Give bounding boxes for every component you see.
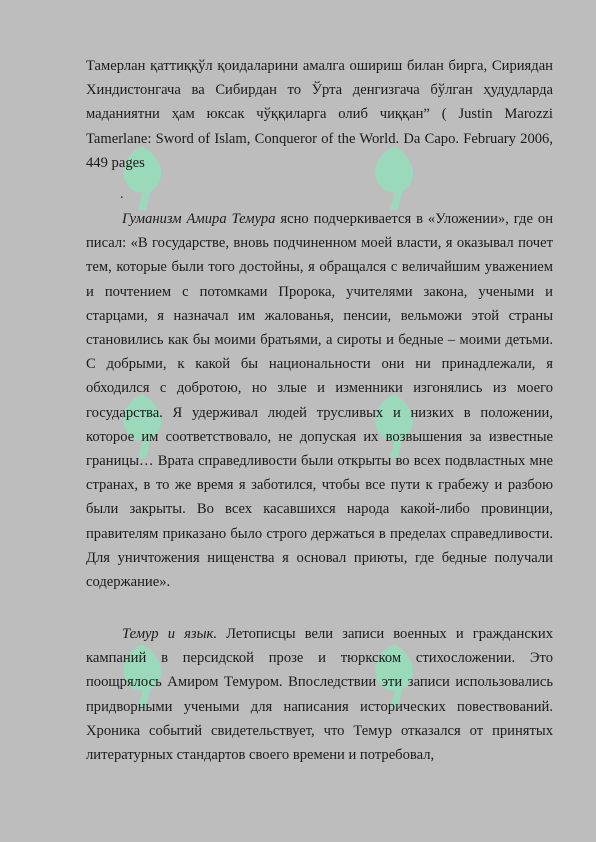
paragraph-body: ясно подчеркивается в «Уложении», где он писал: «В государстве, вновь подчиненном моей власти, я оказывал почет тем, которые были того достойны, я обращался с величайшим уважением и почтением с потомками Пророка, учителями закона, учеными и старцами, я назначал им жалованья, пенсии, вельможи этой страны становились как бы моими братьями, а сироты и бедные – моими детьми. С добрыми, к какой бы национальности они ни принадлежали, я обходился с добротою, но злые и изменники изгонялись из моего государства. Я удерживал людей трусливых и низких в положении, которое им соответствовало, не допуская их возвышения за известные границы… Врата справедливости были открыты во всех подвластных мне странах, в то же время я заботился, чтобы все пути к грабежу и разбою были закрыты. Во всех касавшихся народа какой-либо провинции, правителям приказано было строго держаться в пределах справедливости. Для уничтожения нищенства я основал приюты, где бедные получали содержание». <box>86 211 554 591</box>
paragraph-temur-and-language <box>86 622 553 767</box>
paragraph-humanism <box>86 207 553 594</box>
paragraph-text: Тамерлан қаттиққўл қоидаларини амалга ошириш билан бирга, Сириядан Хиндистонгача ва Сибирдан то Ўрта денгизгача бўлган ҳудудларда маданиятни ҳам юксак чўққиларга олиб чиққан” ( Justin Marozzi Tamerlane: Sword of Islam, Conqueror of the World. Da Capo. February 2006, 449 pages <box>86 58 553 171</box>
paragraph-intro-quote <box>86 54 553 175</box>
paragraph-text <box>86 207 553 594</box>
paragraph-lead-italic: Темур и язык. <box>122 626 217 642</box>
paragraph-lead-italic: Гуманизм Амира Темура <box>122 211 276 227</box>
paragraph-text <box>86 622 553 767</box>
paragraph-body: Летописцы вели записи военных и гражданских кампаний в персидской прозе и тюркском стихосложении. Это поощрялось Амиром Темуром. Впоследствии эти записи использовались придворными учеными для написания исторических повествований. Хроника событий свидетельствует, что Темур отказался от принятых литературных стандартов своего времени и потребовал, <box>86 626 554 764</box>
stray-period: . <box>120 187 124 202</box>
